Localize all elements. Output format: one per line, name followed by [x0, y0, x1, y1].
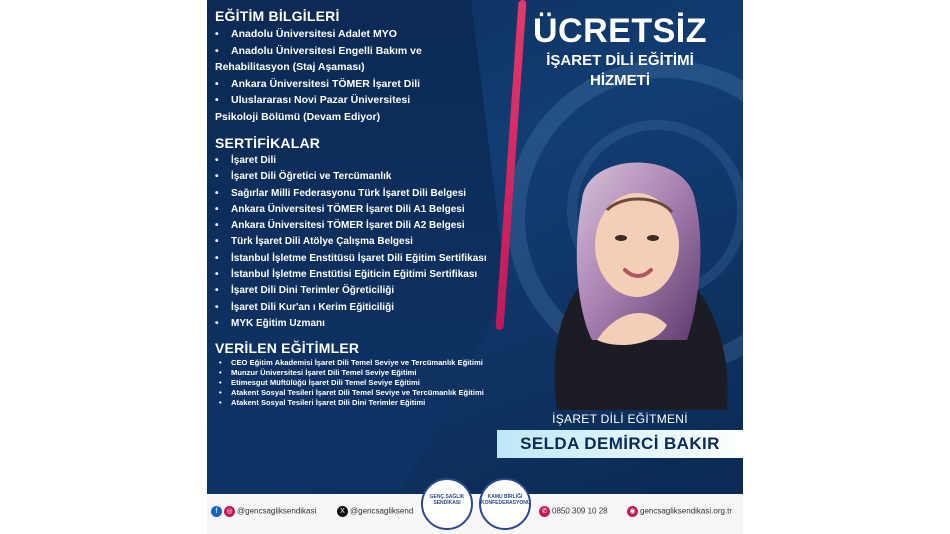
- list-item: • Anadolu Üniversitesi Adalet MYO: [215, 28, 397, 40]
- footer-phone[interactable]: ✆ 0850 309 10 28: [539, 506, 608, 517]
- footer-x[interactable]: X @gencsagliksend: [337, 506, 413, 517]
- union-logo: GENÇ SAĞLIK SENDİKASI: [421, 478, 473, 530]
- list-item: • Sağırlar Milli Federasyonu Türk İşaret Dili Belgesi: [215, 187, 467, 199]
- footer-website[interactable]: ◉ gencsagliksendikasi.org.tr: [627, 506, 732, 517]
- list-item: • Munzur Üniversitesi İşaret Dili Temel Seviye Eğitimi: [219, 368, 417, 378]
- instructor-name: SELDA DEMİRCİ BAKIR: [497, 430, 743, 458]
- list-item: • İşaret Dili Dini Terimler Öğreticiliği: [215, 285, 395, 297]
- instructor-portrait: [537, 140, 737, 410]
- hero-title: [497, 12, 743, 91]
- list-item: • İşaret Dili Öğretici ve Tercümanlık: [215, 171, 392, 183]
- list-item: • Ankara Üniversitesi TÖMER İşaret Dili A1 Belgesi: [215, 203, 465, 215]
- list-item: Psikoloji Bölümü (Devam Ediyor): [215, 110, 381, 123]
- hero-line-3: HİZMETİ: [590, 72, 650, 89]
- list-item: • Ankara Üniversitesi TÖMER İşaret Dili A2 Belgesi: [215, 220, 465, 232]
- list-item: • İstanbul İşletme Enstütisi Eğiticin Eğitimi Sertifikası: [215, 269, 478, 281]
- trainings-title: VERİLEN EĞİTİMLER: [215, 340, 360, 357]
- certificates-list: [215, 153, 515, 332]
- education-list: [215, 26, 515, 125]
- instructor-name-box: [497, 412, 743, 464]
- list-item: • Atakent Sosyal Tesileri İşaret Dili Dini Terimler Eğitimi: [219, 398, 426, 408]
- hero-line-1: ÜCRETSİZ: [533, 12, 707, 50]
- confederation-logo: KAMU BİRLİĞİ KONFEDERASYONU: [479, 478, 531, 530]
- instructor-role: İŞARET DİLİ EĞİTMENİ: [552, 412, 688, 426]
- trainings-list: [215, 358, 515, 408]
- education-title: EĞİTİM BİLGİLERİ: [215, 8, 340, 24]
- list-item: • Uluslararası Novi Pazar Üniversitesi: [215, 94, 411, 106]
- list-item: • İşaret Dili Kur'an ı Kerim Eğiticiliği: [215, 301, 394, 313]
- phone-icon: ✆: [539, 506, 550, 517]
- list-item: • Etimesgut Müftülüğü İşaret Dili Temel Seviye Eğitimi: [219, 378, 420, 388]
- certificates-title: SERTİFİKALAR: [215, 135, 321, 151]
- footer: [207, 494, 743, 534]
- hero-line-2: İŞARET DİLİ EĞİTİMİ: [546, 52, 694, 69]
- info-column: [215, 8, 515, 408]
- footer-instagram[interactable]: f ◎ @gencsagliksendikasi: [211, 506, 316, 517]
- poster: [207, 0, 743, 534]
- list-item: • Ankara Üniversitesi TÖMER İşaret Dili: [215, 77, 421, 90]
- list-item: • İşaret Dili: [215, 155, 277, 166]
- list-item: • CEO Eğitim Akademisi İşaret Dili Temel Seviye ve Tercümanlık Eğitimi: [219, 358, 483, 368]
- list-item: Rehabilitasyon (Staj Aşaması): [215, 61, 365, 73]
- list-item: • Türk İşaret Dili Atölye Çalışma Belgesi: [215, 236, 413, 248]
- facebook-icon: f: [211, 506, 222, 517]
- list-item: • MYK Eğitim Uzmanı: [215, 317, 325, 329]
- list-item: • İstanbul İşletme Enstitüsü İşaret Dili Eğitim Sertifikası: [215, 252, 487, 264]
- x-icon: X: [337, 506, 348, 517]
- list-item: • Anadolu Üniversitesi Engelli Bakım ve: [215, 44, 422, 57]
- list-item: • Atakent Sosyal Tesileri İşaret Dili Temel Seviye ve Tercümanlık Eğitimi: [219, 388, 484, 398]
- instagram-icon: ◎: [224, 506, 235, 517]
- globe-icon: ◉: [627, 506, 638, 517]
